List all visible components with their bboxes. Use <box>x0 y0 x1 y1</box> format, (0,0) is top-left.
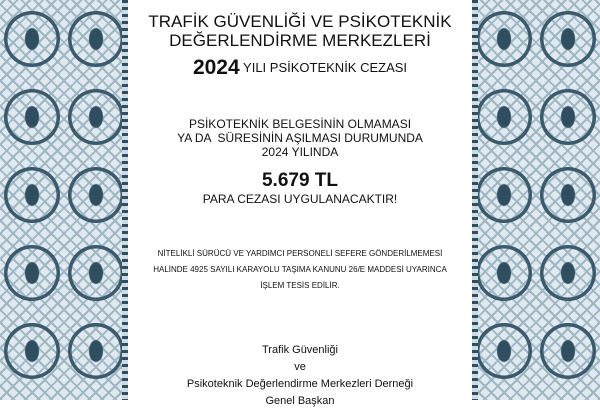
organization-title <box>128 12 472 50</box>
penalty-amount: 5.679 TL <box>261 170 339 191</box>
condition-line2: YA DA SÜRESİNİN AŞILMASI DURUMUNDA <box>177 131 423 145</box>
condition-line3: 2024 YILINDA <box>261 145 339 159</box>
organization-title-line2: DEĞERLENDİRME MERKEZLERİ <box>169 31 431 50</box>
signature-line3: Psikoteknik Değerlendirme Merkezleri Derneği <box>186 378 414 390</box>
subtitle-text: YILI PSİKOTEKNİK CEZASI <box>243 60 408 75</box>
decorative-border-right <box>472 0 600 400</box>
penalty-text: PARA CEZASI UYGULANACAKTIR! <box>202 192 398 206</box>
decorative-border-left <box>0 0 128 400</box>
subtitle-year: 2024 <box>192 56 240 79</box>
notice-subtitle <box>128 57 472 79</box>
organization-title-line1: TRAFİK GÜVENLİĞİ VE PSİKOTEKNİK <box>148 12 452 31</box>
legal-line2: HALİNDE 4925 SAYILI KARAYOLU TAŞIMA KANUNU 26/E MADDESİ UYARINCA <box>153 265 447 274</box>
signature-line4: Genel Başkan <box>265 395 335 407</box>
signature-line1: Trafik Güvenliği <box>261 344 338 356</box>
notice-content <box>128 0 472 407</box>
border-stripe-right <box>472 0 478 400</box>
condition-text <box>128 117 472 159</box>
signature-line2: ve <box>294 361 306 373</box>
condition-line1: PSİKOTEKNİK BELGESİNİN OLMAMASI <box>188 117 412 131</box>
legal-line3: İŞLEM TESİS EDİLİR. <box>260 281 340 290</box>
legal-line1: NİTELİKLİ SÜRÜCÜ VE YARDIMCI PERSONELİ SEFERE GÖNDERİLMEMESİ <box>157 249 443 258</box>
legal-text <box>128 246 472 294</box>
